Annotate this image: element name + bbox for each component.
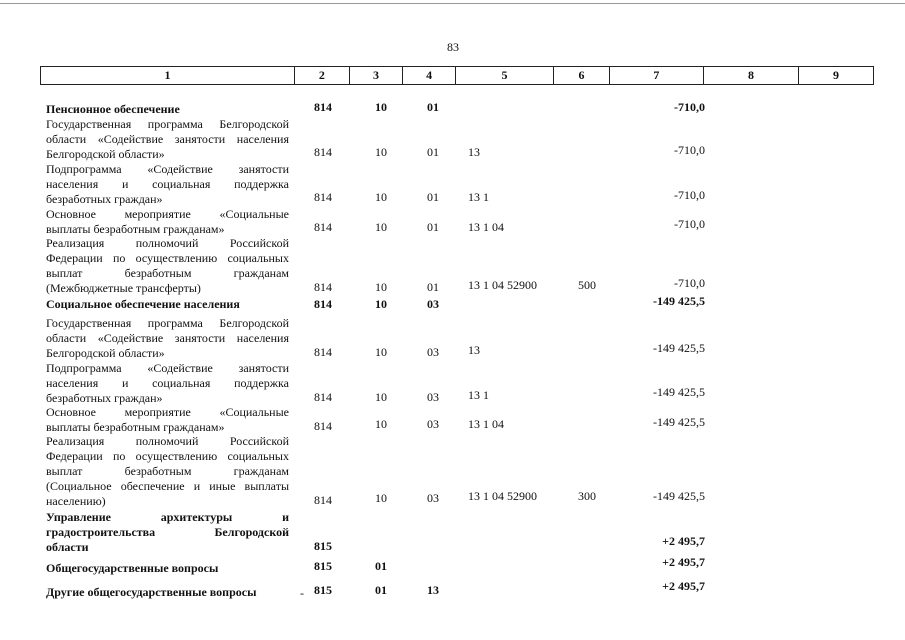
cell-col-2: 814 [314, 419, 332, 433]
row-name [46, 102, 289, 117]
row-name [46, 297, 289, 312]
row-name-line: (Межбюджетные трансферты) [46, 281, 201, 295]
cell-col-3: 01 [375, 583, 387, 597]
cell-col-4: 01 [427, 220, 439, 234]
cell-col-5: 13 1 [468, 190, 489, 204]
cell-col-4: 01 [427, 145, 439, 159]
row-name-line: Подпрограмма «Содействие занятости [46, 361, 289, 375]
cell-col-4: 13 [427, 583, 439, 597]
header-col-9: 9 [799, 67, 874, 85]
row-name [46, 236, 289, 296]
row-name-line: Государственная программа Белгородской [46, 117, 289, 131]
cell-col-5: 13 1 04 52900 [468, 489, 537, 503]
cell-col-2: 814 [314, 145, 332, 159]
row-name-line: области [46, 540, 89, 554]
row-name [46, 117, 289, 162]
row-name [46, 361, 289, 406]
cell-col-2: 814 [314, 390, 332, 404]
cell-col-3: 10 [375, 417, 387, 431]
cell-col-3: 10 [375, 220, 387, 234]
row-name-line: Подпрограмма «Содействие занятости [46, 162, 289, 176]
cell-col-7: +2 495,7 [662, 555, 705, 569]
cell-col-4: 01 [427, 190, 439, 204]
row-name-line: населению) [46, 494, 106, 508]
row-name [46, 207, 289, 237]
cell-col-4: 03 [427, 390, 439, 404]
cell-col-4: 01 [427, 280, 439, 294]
cell-col-2: 814 [314, 297, 332, 311]
row-name-line: Федерации по осуществлению социальных [46, 251, 289, 265]
row-name-line: Социальное обеспечение населения [46, 297, 240, 311]
row-name-line: Основное мероприятие «Социальные [46, 405, 289, 419]
cell-col-7: -710,0 [674, 188, 705, 202]
cell-col-2: 814 [314, 345, 332, 359]
cell-col-3: 10 [375, 390, 387, 404]
cell-col-6: 500 [578, 278, 596, 292]
scan-top-edge [0, 3, 905, 4]
header-col-6: 6 [554, 67, 610, 85]
cell-col-4: 03 [427, 491, 439, 505]
page-number: 83 [447, 40, 459, 54]
cell-col-3: 10 [375, 345, 387, 359]
cell-col-7: -149 425,5 [653, 385, 705, 399]
cell-col-3: 01 [375, 559, 387, 573]
header-col-1: 1 [41, 67, 295, 85]
row-name-line: Другие общегосударственные вопросы [46, 585, 257, 599]
row-name-line: населения и социальная поддержка [46, 177, 289, 191]
stray-dash-mark: - [300, 586, 304, 600]
cell-col-7: -149 425,5 [653, 341, 705, 355]
cell-col-6: 300 [578, 489, 596, 503]
cell-col-3: 10 [375, 100, 387, 114]
row-name-line: Основное мероприятие «Социальные [46, 207, 289, 221]
cell-col-7: -710,0 [674, 217, 705, 231]
row-name-line: выплаты безработным гражданам» [46, 222, 225, 236]
cell-col-2: 814 [314, 100, 332, 114]
cell-col-2: 815 [314, 539, 332, 553]
cell-col-2: 814 [314, 493, 332, 507]
cell-col-7: +2 495,7 [662, 534, 705, 548]
row-name [46, 561, 289, 576]
cell-col-2: 814 [314, 280, 332, 294]
row-name [46, 434, 289, 509]
cell-col-4: 01 [427, 100, 439, 114]
cell-col-3: 10 [375, 145, 387, 159]
row-name [46, 405, 289, 435]
row-name-line: Федерации по осуществлению социальных [46, 449, 289, 463]
row-name [46, 162, 289, 207]
cell-col-5: 13 [468, 343, 480, 357]
cell-col-4: 03 [427, 417, 439, 431]
row-name-line: Государственная программа Белгородской [46, 316, 289, 330]
cell-col-7: -149 425,5 [653, 489, 705, 503]
row-name-line: выплат безработным гражданам [46, 464, 289, 478]
row-name-line: Пенсионное обеспечение [46, 102, 180, 116]
cell-col-5: 13 1 04 [468, 417, 504, 431]
cell-col-7: +2 495,7 [662, 579, 705, 593]
cell-col-5: 13 [468, 145, 480, 159]
row-name-line: области «Содействие занятости населения [46, 132, 289, 146]
cell-col-3: 10 [375, 297, 387, 311]
cell-col-2: 815 [314, 559, 332, 573]
header-col-5: 5 [455, 67, 553, 85]
header-col-4: 4 [403, 67, 456, 85]
cell-col-2: 814 [314, 190, 332, 204]
cell-col-4: 03 [427, 345, 439, 359]
header-col-2: 2 [295, 67, 350, 85]
row-name-line: (Социальное обеспечение и иные выплаты [46, 479, 289, 493]
header-col-7: 7 [609, 67, 703, 85]
cell-col-5: 13 1 04 52900 [468, 278, 537, 292]
row-name-line: Реализация полномочий Российской [46, 434, 289, 448]
cell-col-7: -710,0 [674, 100, 705, 114]
header-col-8: 8 [703, 67, 798, 85]
row-name-line: Общегосударственные вопросы [46, 561, 219, 575]
cell-col-5: 13 1 04 [468, 220, 504, 234]
cell-col-7: -710,0 [674, 143, 705, 157]
row-name-line: области «Содействие занятости населения [46, 331, 289, 345]
row-name-line: Белгородской области» [46, 346, 165, 360]
row-name-line: Белгородской области» [46, 147, 165, 161]
row-name [46, 316, 289, 361]
cell-col-7: -149 425,5 [653, 415, 705, 429]
row-name-line: безработных граждан» [46, 391, 163, 405]
row-name-line: выплаты безработным гражданам» [46, 420, 225, 434]
row-name [46, 510, 289, 555]
cell-col-3: 10 [375, 190, 387, 204]
row-name-line: выплат безработным гражданам [46, 266, 289, 280]
column-header-table [40, 66, 874, 85]
cell-col-5: 13 1 [468, 388, 489, 402]
cell-col-3: 10 [375, 280, 387, 294]
cell-col-3: 10 [375, 491, 387, 505]
header-col-3: 3 [349, 67, 403, 85]
row-name-line: безработных граждан» [46, 192, 163, 206]
cell-col-7: -710,0 [674, 276, 705, 290]
cell-col-2: 814 [314, 220, 332, 234]
row-name-line: населения и социальная поддержка [46, 376, 289, 390]
row-name [46, 585, 289, 600]
cell-col-2: 815 [314, 583, 332, 597]
row-name-line: градостроительства Белгородской [46, 525, 289, 539]
cell-col-7: -149 425,5 [653, 294, 705, 308]
row-name-line: Реализация полномочий Российской [46, 236, 289, 250]
row-name-line: Управление архитектуры и [46, 510, 289, 524]
cell-col-4: 03 [427, 297, 439, 311]
